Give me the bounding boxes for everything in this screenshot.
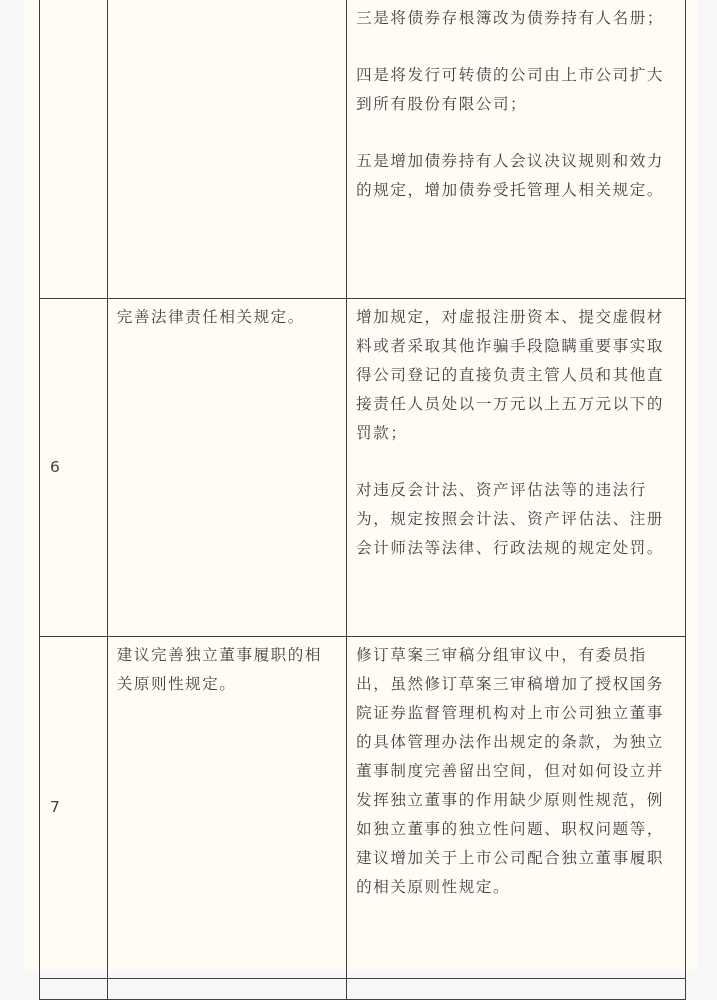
row-number-cell [40, 979, 108, 1000]
detail-paragraph: 修订草案三审稿分组审议中，有委员指出，虽然修订草案三审稿增加了授权国务院证券监督管理机构对上市公司独立董事的具体管理办法作出规定的条款，为独立董事制度完善留出空间，但对如何设立并发挥独立董事的作用缺少原则性规范，例如独立董事的独立性问题、职权问题等，建议增加关于上市公司配合独立董事履职的相关原则性规定。 [356, 646, 664, 896]
row-number: 6 [50, 458, 62, 476]
comparison-table [39, 0, 686, 1000]
detail-cell [347, 979, 686, 1000]
topic-cell [107, 0, 346, 299]
detail-paragraph: 五是增加债券持有人会议决议规则和效力的规定，增加债券受托管理人相关规定。 [356, 152, 664, 199]
topic-cell [107, 299, 346, 637]
row-number-cell [40, 0, 108, 299]
topic-cell [107, 637, 346, 979]
detail-paragraph: 增加规定，对虚报注册资本、提交虚假材料或者采取其他诈骗手段隐瞒重要事实取得公司登记的直接负责主管人员和其他直接责任人员处以一万元以上五万元以下的罚款； [356, 308, 664, 442]
detail-paragraph: 三是将债券存根簿改为债券持有人名册； [356, 9, 664, 27]
detail-cell [347, 0, 686, 299]
row-topic: 建议完善独立董事履职的相关原则性规定。 [116, 646, 322, 693]
table-row [40, 0, 686, 299]
row-number-cell [40, 637, 108, 979]
detail-cell [347, 637, 686, 979]
table-row [40, 299, 686, 637]
detail-paragraph: 四是将发行可转债的公司由上市公司扩大到所有股份有限公司； [356, 66, 664, 113]
detail-paragraph: 对违反会计法、资产评估法等的违法行为，规定按照会计法、资产评估法、注册会计师法等法律、行政法规的规定处罚。 [356, 481, 664, 557]
article-page [24, 0, 698, 971]
table-row [40, 637, 686, 979]
row-number-cell [40, 299, 108, 637]
table-row [40, 979, 686, 1000]
row-topic: 完善法律责任相关规定。 [116, 308, 305, 326]
row-number: 7 [50, 798, 62, 816]
detail-cell [347, 299, 686, 637]
topic-cell [107, 979, 346, 1000]
